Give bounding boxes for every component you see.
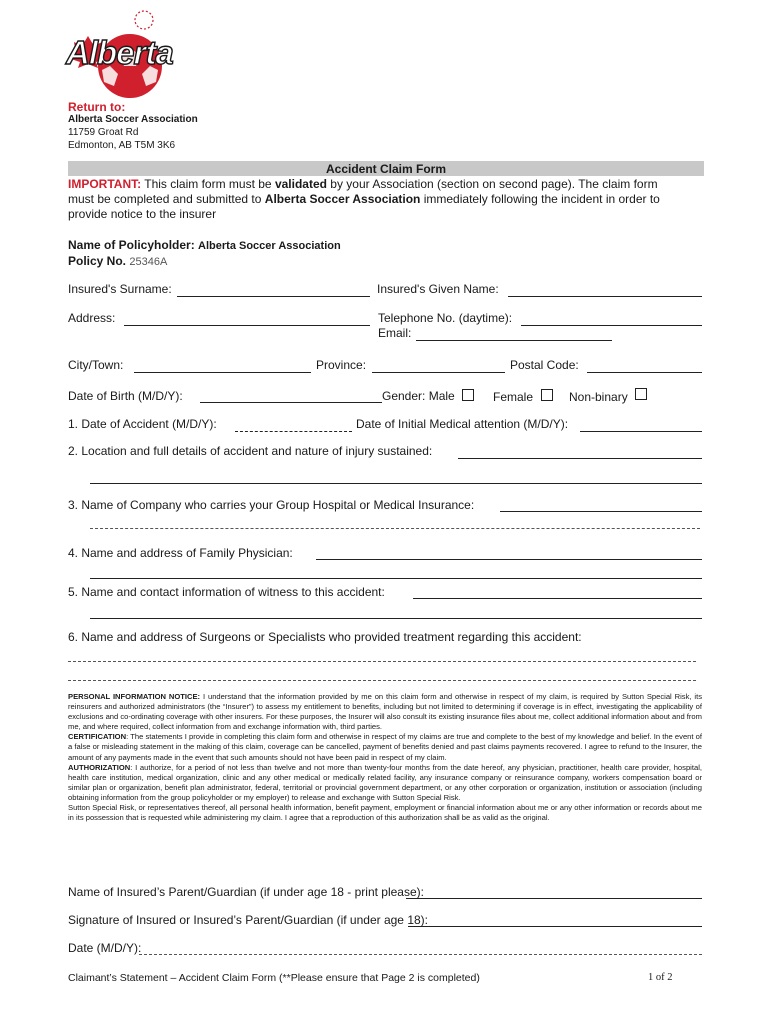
q6-surgeons-label: 6. Name and address of Surgeons or Specialists who provided treatment regarding this accident: xyxy=(68,630,582,644)
important-line-2b: immediately following the incident in order to xyxy=(420,192,660,206)
important-text-2: by your Association (section on second page). The claim form xyxy=(326,177,658,191)
telephone-field[interactable] xyxy=(521,325,702,326)
accident-details-field-2[interactable] xyxy=(90,483,702,484)
signature-field[interactable] xyxy=(408,926,702,927)
dob-field[interactable] xyxy=(200,402,382,403)
policy-number-label: Policy No. xyxy=(68,254,127,268)
insurance-company-field-2[interactable] xyxy=(90,528,700,529)
q5-witness-label: 5. Name and contact information of witness to this accident: xyxy=(68,585,385,599)
important-notice xyxy=(68,177,708,222)
policy-number-value: 25346A xyxy=(129,256,168,268)
return-heading: Return to: xyxy=(68,100,126,114)
guardian-name-label: Name of Insured’s Parent/Guardian (if under age 18 - print please): xyxy=(68,885,424,899)
accident-details-field-1[interactable] xyxy=(458,458,702,459)
authorization-notice xyxy=(68,763,702,803)
personal-info-label: PERSONAL INFORMATION NOTICE: xyxy=(68,692,201,701)
q3-insurance-company-label: 3. Name of Company who carries your Group Hospital or Medical Insurance: xyxy=(68,498,475,512)
legal-notice xyxy=(68,692,702,823)
gender-male-label: Gender: Male xyxy=(382,389,455,403)
address-field[interactable] xyxy=(124,325,370,326)
logo-wordmark: Alberta xyxy=(66,34,173,71)
surgeons-field-2[interactable] xyxy=(68,680,696,681)
email-field[interactable] xyxy=(416,340,612,341)
gender-female-label: Female xyxy=(493,390,534,404)
medical-date-field[interactable] xyxy=(580,431,702,432)
policyholder-value: Alberta Soccer Association xyxy=(198,240,341,252)
authorization-label: AUTHORIZATION xyxy=(68,762,131,772)
important-line-3: provide notice to the insurer xyxy=(68,207,217,221)
authorization-text: : I authorize, for a period of not less than twelve and not more than twenty-four months from the date hereof, any physician, practitioner, health care provider, hospital, health care institution, medical organization, clinic and any other medical or medically related facility, any insurance company or reinsurance company, workers compensation board or similar plan or organization, benefit plan administrator, federal, territorial or provincial government department, or any other corporation or organization, institution or association (including obtaining information from the group policyholder or my employer) to release and exchange with Sutton Special Risk. xyxy=(68,762,702,802)
address-label: Address: xyxy=(68,311,116,325)
date-label: Date (M/D/Y): xyxy=(68,941,142,955)
policyholder-label: Name of Policyholder: xyxy=(68,238,195,252)
city-label: City/Town: xyxy=(68,358,124,372)
important-text-1: This claim form must be xyxy=(144,177,275,191)
witness-field-2[interactable] xyxy=(90,618,702,619)
telephone-label: Telephone No. (daytime): xyxy=(378,311,513,325)
gender-female-checkbox[interactable] xyxy=(541,389,553,401)
province-label: Province: xyxy=(316,358,367,372)
surname-label: Insured's Surname: xyxy=(68,282,172,296)
policyholder-row xyxy=(68,238,341,252)
personal-info-text: I understand that the information provided by me on this claim form and otherwise in respect of my claim, is required by Sutton Special Risk, its reinsurers and authorized administrators (the “Insurer”) to assess my entitlement to benefits, including but not limited to determining if coverage is in effect, investigating the applicability of exclusions and co-ordinating coverage with other insurers. For these purposes, the Insurer will also consult its existing insurance files about me, collect additional information about and from me, and where required, collect information from and exchange information with, third parties. xyxy=(68,692,702,732)
province-field[interactable] xyxy=(372,372,505,373)
guardian-name-field[interactable] xyxy=(406,898,702,899)
return-city: Edmonton, AB T5M 3K6 xyxy=(68,140,176,151)
q2-accident-details-label: 2. Location and full details of accident and nature of injury sustained: xyxy=(68,444,433,458)
policy-number-row xyxy=(68,254,167,268)
page-number: 1 of 2 xyxy=(648,972,673,983)
given-name-field[interactable] xyxy=(508,296,702,297)
certification-notice xyxy=(68,732,702,762)
email-label: Email: xyxy=(378,326,412,340)
alberta-logo xyxy=(58,8,173,102)
gender-nonbinary-label: Non-binary xyxy=(569,390,628,404)
physician-field-1[interactable] xyxy=(316,559,702,560)
sutton-notice: Sutton Special Risk, or representatives thereof, all personal health information, benefit payment, employment or financial information about me or any other information or records about me in its possession that is requested while administering my claim. I agree that a reproduction of this authorization shall be as valid as the original. xyxy=(68,803,702,823)
given-name-label: Insured's Given Name: xyxy=(377,282,499,296)
q1-medical-date-label: Date of Initial Medical attention (M/D/Y): xyxy=(356,417,569,431)
return-org: Alberta Soccer Association xyxy=(68,114,198,125)
form-title: Accident Claim Form xyxy=(325,162,447,176)
footer-statement: Claimant’s Statement – Accident Claim Form (**Please ensure that Page 2 is completed) xyxy=(68,972,480,984)
surgeons-field-1[interactable] xyxy=(68,661,696,662)
personal-info-notice xyxy=(68,692,702,732)
important-label: IMPORTANT: xyxy=(68,177,142,191)
certification-text: : The statements I provide in completing this claim form and otherwise in respect of my claims are true and complete to the best of my knowledge and belief. In the event of a false or misleading statement in the making of this claim, coverage can be cancelled, payment of benefits denied and past claims payments recovered. I agree to refund to the Insurer, the amount of any payments made in the event that such amounts should not have been paid in respect of my claim. xyxy=(68,732,702,762)
return-street: 11759 Groat Rd xyxy=(68,127,139,138)
accident-date-field[interactable] xyxy=(235,431,352,432)
certification-label: CERTIFICATION xyxy=(68,732,127,742)
physician-field-2[interactable] xyxy=(90,578,702,579)
important-bold-validated: validated xyxy=(274,177,327,191)
witness-field-1[interactable] xyxy=(413,598,702,599)
signature-label: Signature of Insured or Insured’s Parent/Guardian (if under age 18): xyxy=(68,913,428,927)
insurance-company-field-1[interactable] xyxy=(500,511,702,512)
surname-field[interactable] xyxy=(177,296,370,297)
gender-nonbinary-checkbox[interactable] xyxy=(635,388,647,400)
gender-male-checkbox[interactable] xyxy=(462,389,474,401)
dob-label: Date of Birth (M/D/Y): xyxy=(68,389,183,403)
date-field[interactable] xyxy=(139,954,702,955)
q1-accident-date-label: 1. Date of Accident (M/D/Y): xyxy=(68,417,217,431)
important-line-2a: must be completed and submitted to xyxy=(68,192,265,206)
postal-code-label: Postal Code: xyxy=(510,358,579,372)
city-field[interactable] xyxy=(134,372,311,373)
postal-code-field[interactable] xyxy=(587,372,702,373)
q4-physician-label: 4. Name and address of Family Physician: xyxy=(68,546,293,560)
important-bold-association: Alberta Soccer Association xyxy=(264,192,421,206)
